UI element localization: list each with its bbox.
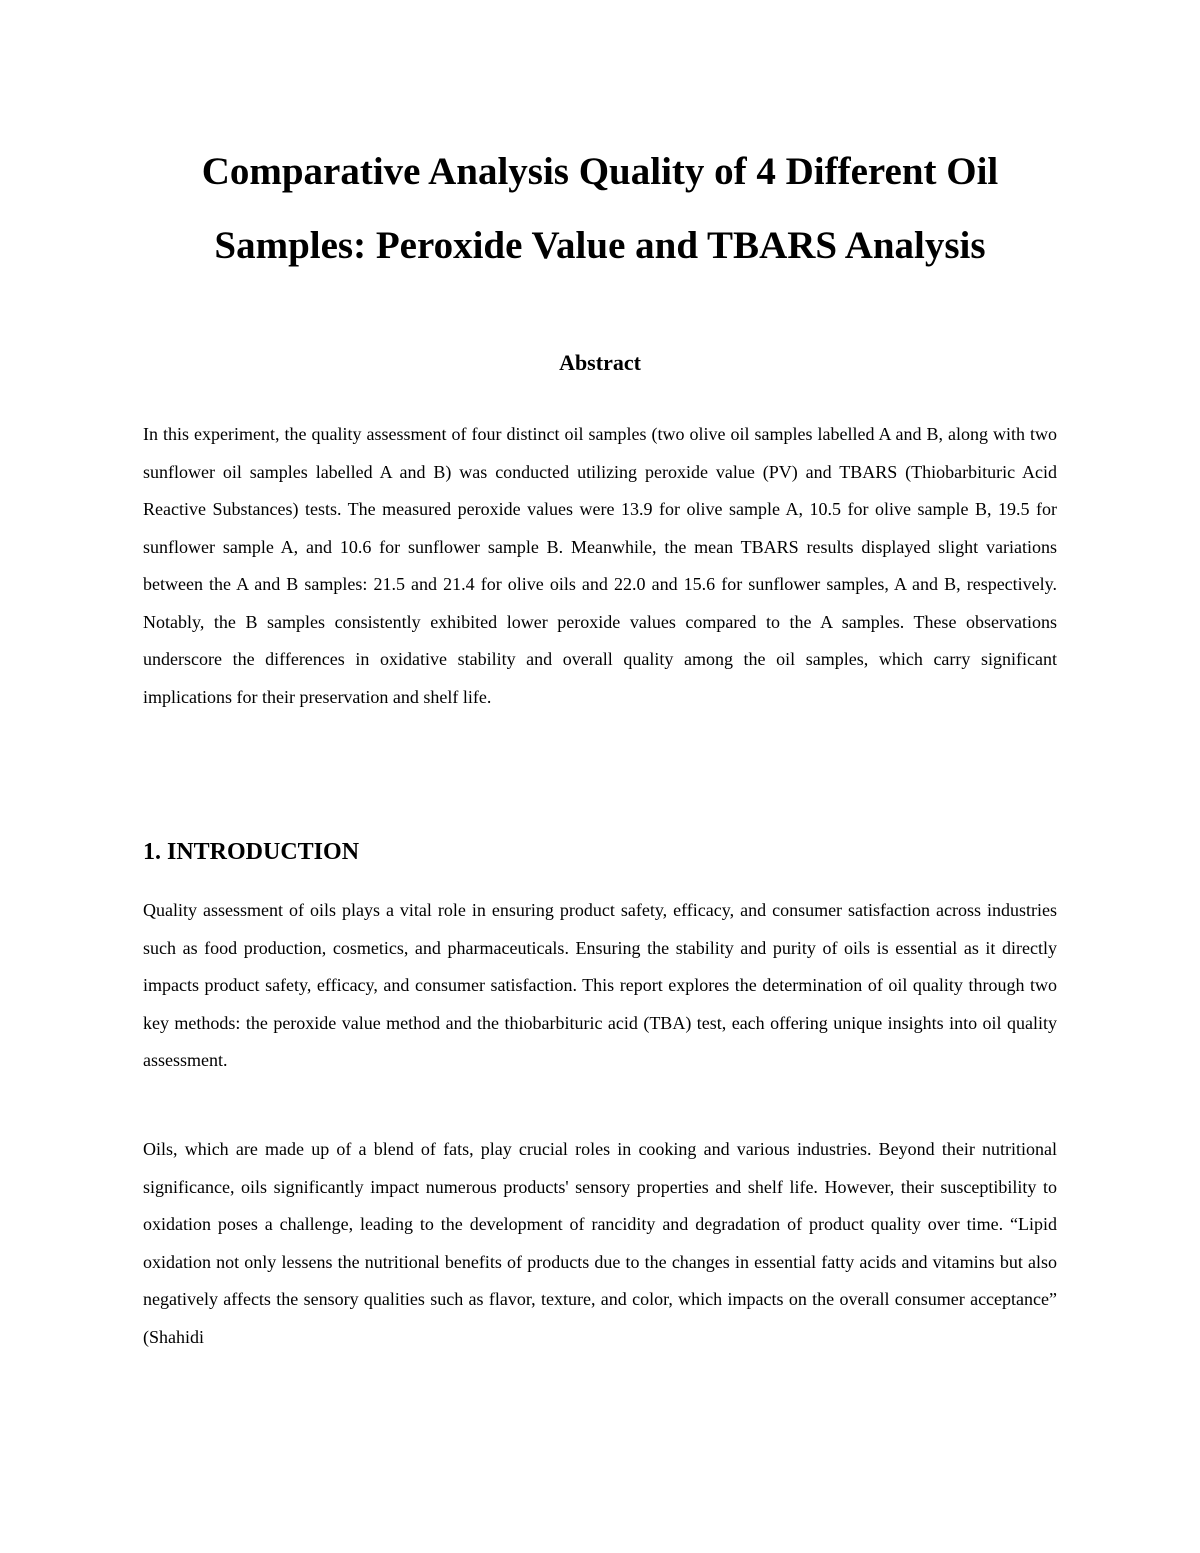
abstract-heading: Abstract [559, 350, 641, 375]
paper-title-line-1: Comparative Analysis Quality of 4 Different Oil [201, 150, 999, 193]
abstract-paragraph: In this experiment, the quality assessment of four distinct oil samples (two olive oil samples labelled A and B, along with two sunflower oil samples labelled A and B) was conducted utilizing peroxide value (PV) and TBARS (Thiobarbituric Acid Reactive Substances) tests. The measured peroxide values were 13.9 for olive sample A, 10.5 for olive sample B, 19.5 for sunflower sample A, and 10.6 for sunflower sample B. Meanwhile, the mean TBARS results displayed slight variations between the A and B samples: 21.5 and 21.4 for olive oils and 22.0 and 15.6 for sunflower samples, A and B, respectively. Notably, the B samples consistently exhibited lower peroxide values compared to the A samples. These observations underscore the differences in oxidative stability and overall quality among the oil samples, which carry significant implications for their preservation and shelf life. [143, 424, 1057, 707]
paper-title-line-2: Samples: Peroxide Value and TBARS Analysis [214, 224, 986, 267]
introduction-paragraph-1: Quality assessment of oils plays a vital role in ensuring product safety, efficacy, and consumer satisfaction across industries such as food production, cosmetics, and pharmaceuticals. Ensuring the stability and purity of oils is essential as it directly impacts product safety, efficacy, and consumer satisfaction. This report explores the determination of oil quality through two key methods: the peroxide value method and the thiobarbituric acid (TBA) test, each offering unique insights into oil quality assessment. [143, 900, 1057, 1070]
paper-title [140, 135, 1060, 283]
introduction-paragraph-2: Oils, which are made up of a blend of fats, play crucial roles in cooking and various industries. Beyond their nutritional significance, oils significantly impact numerous products' sensory properties and shelf life. However, their susceptibility to oxidation poses a challenge, leading to the development of rancidity and degradation of product quality over time. “Lipid oxidation not only lessens the nutritional benefits of products due to the changes in essential fatty acids and vitamins but also negatively affects the sensory qualities such as flavor, texture, and color, which impacts on the overall consumer acceptance” (Shahidi [143, 1139, 1057, 1347]
introduction-heading: 1. INTRODUCTION [143, 839, 360, 865]
